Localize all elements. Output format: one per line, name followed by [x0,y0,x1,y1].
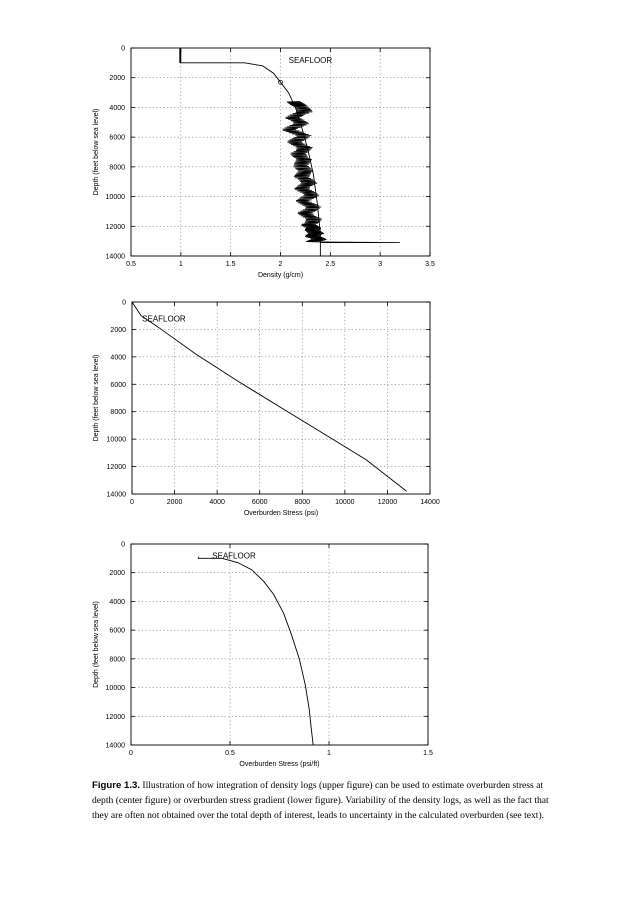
x-tick-label: 10000 [335,499,355,506]
y-tick-label: 14000 [105,742,125,750]
x-tick-label: 1.5 [225,261,236,268]
x-axis-label: Overburden Stress (psi) [243,510,319,517]
overburden-stress-chart [0,295,633,525]
overburden-gradient-chart [0,535,633,770]
series-line [198,557,313,745]
x-tick-label: 1.5 [423,750,433,757]
x-tick-label: 0.5 [126,261,136,268]
plot-frame [131,544,428,745]
x-tick-label: 14000 [420,499,440,506]
x-tick-label: 8000 [294,499,311,506]
series-line [283,101,401,242]
caption-text: Illustration of how integration of density logs (upper figure) can be used to estimate overburden stress at depth (center figure) or overburden stress gradient (lower figure). Variability of the density logs, as well as the fact that they are often not obtained over the total depth of interest, leads to uncertainty in the calculated overburden (see text). [92,780,549,821]
figure-label: Figure 1.3. [92,780,140,791]
overburden-stress-chart-svg [0,295,633,525]
x-tick-label: 0 [129,750,133,757]
y-tick-label: 6000 [109,134,125,142]
seafloor-annotation: SEAFLOOR [288,55,333,65]
y-tick-label: 14000 [106,491,126,499]
y-tick-label: 4000 [109,104,125,112]
x-axis-label: Overburden Stress (psi/ft) [239,761,320,768]
plot-frame [132,302,430,494]
x-tick-label: 0.5 [225,750,235,757]
y-tick-label: 10000 [105,685,125,693]
y-tick-label: 0 [121,541,125,549]
y-tick-label: 0 [121,45,125,53]
figure-caption [92,778,552,823]
seafloor-annotation: SEAFLOOR [212,551,256,561]
x-tick-label: 0 [130,499,134,506]
y-tick-label: 2000 [109,75,125,83]
density-chart-svg [0,40,633,285]
y-tick-label: 2000 [109,570,125,578]
y-axis-label: Depth (feet below sea level) [93,108,100,196]
x-tick-label: 1 [178,261,183,268]
y-tick-label: 12000 [105,223,125,231]
y-tick-label: 8000 [109,656,125,664]
x-tick-label: 2.5 [325,261,336,268]
y-tick-label: 10000 [105,194,125,202]
y-tick-label: 6000 [110,381,126,389]
y-tick-label: 8000 [109,164,125,172]
y-tick-label: 10000 [106,436,126,444]
y-axis-label: Depth (feet below sea level) [93,601,100,688]
seafloor-annotation: SEAFLOOR [142,314,186,324]
y-tick-label: 0 [122,299,126,307]
x-tick-label: 3 [378,261,383,268]
y-tick-label: 8000 [110,409,126,417]
y-tick-label: 4000 [110,354,126,362]
x-tick-label: 4000 [209,499,225,506]
y-tick-label: 12000 [105,713,125,721]
y-tick-label: 12000 [106,464,126,472]
y-tick-label: 14000 [105,253,125,261]
y-axis-label: Depth (feet below sea level) [93,354,100,442]
x-axis-label: Density (g/cm) [257,272,304,279]
series-line [132,302,407,491]
density-chart [0,40,633,285]
x-tick-label: 6000 [251,499,268,506]
y-tick-label: 6000 [109,627,125,635]
y-tick-label: 2000 [110,326,126,334]
overburden-gradient-chart-svg [0,535,633,770]
x-tick-label: 2000 [166,499,183,506]
x-tick-label: 3.5 [425,261,435,268]
x-tick-label: 12000 [377,499,398,506]
x-tick-label: 1 [327,750,331,757]
y-tick-label: 4000 [109,598,125,606]
x-tick-label: 2 [278,261,283,268]
